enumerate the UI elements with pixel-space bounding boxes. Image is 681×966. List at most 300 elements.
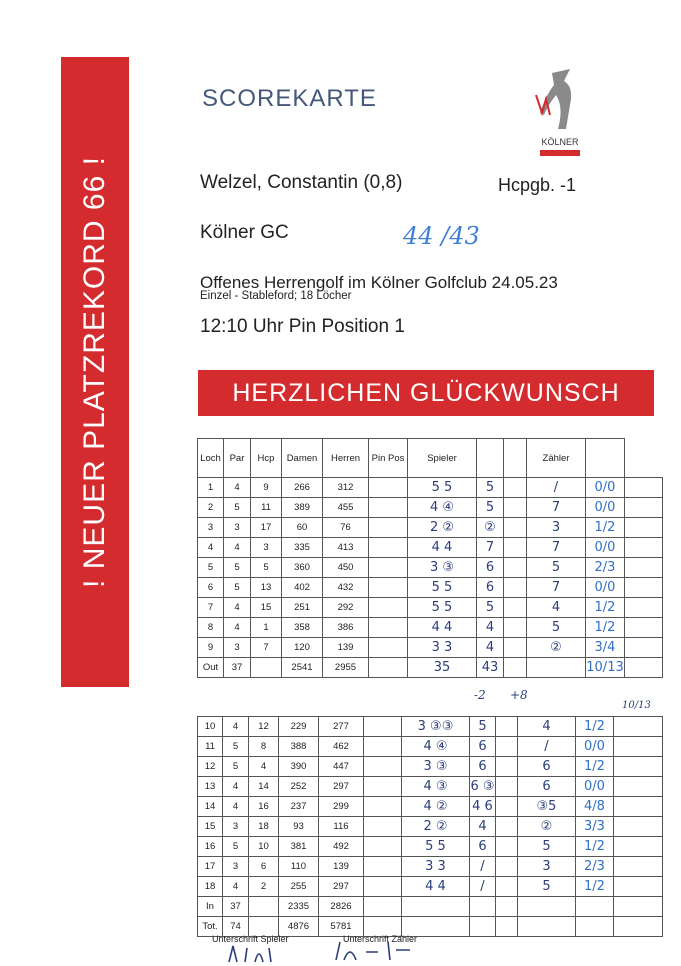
table-cell: 386 [323,618,369,638]
table-cell: 360 [282,558,323,578]
table-cell: 266 [282,478,323,498]
table-cell: 297 [319,877,364,897]
signature-player-label: Unterschrift Spieler [212,934,289,944]
table-row [198,857,663,877]
table-cell [504,558,527,578]
col-herren: Herren [323,439,369,478]
table-cell: 2 [198,498,224,518]
table-cell: 37 [223,897,249,917]
table-cell [576,917,614,937]
table-row [198,538,663,558]
col-hcp: Hcp [251,439,282,478]
table-cell: 4 6 [470,797,496,817]
table-cell: 17 [251,518,282,538]
signature-counter-label: Unterschrift Zähler [343,934,418,944]
table-cell [364,717,402,737]
table-cell: 335 [282,538,323,558]
table-cell: 139 [323,638,369,658]
table-cell-extra [614,777,663,797]
table-cell: 4 ④ [408,498,477,518]
table-cell: 18 [198,877,223,897]
table-cell: 4 [527,598,586,618]
table-row [198,877,663,897]
table-cell: 9 [198,638,224,658]
table-cell: 299 [319,797,364,817]
table-cell: 3 [527,518,586,538]
front-nine-table [197,438,663,678]
tee-time: 12:10 Uhr Pin Position 1 [200,316,405,337]
table-row [198,817,663,837]
table-cell [369,558,408,578]
table-cell: 4/8 [576,797,614,817]
table-cell: 4 [477,618,504,638]
table-cell [369,598,408,618]
table-cell: 5 [527,618,586,638]
table-cell [504,658,527,678]
table-cell: 2 [249,877,279,897]
back-nine-table [197,716,663,937]
table-cell [364,737,402,757]
table-cell: 5781 [319,917,364,937]
table-cell: 358 [282,618,323,638]
table-cell [504,518,527,538]
table-cell: 2 ② [402,817,470,837]
table-cell: 6 [477,558,504,578]
table-cell: 312 [323,478,369,498]
table-cell [364,897,402,917]
table-cell-extra [625,578,663,598]
table-cell: 3 [223,857,249,877]
table-cell [518,897,576,917]
table-cell [496,717,518,737]
table-row [198,638,663,658]
table-cell [369,498,408,518]
table-row [198,578,663,598]
table-cell: 7 [527,578,586,598]
table-cell [496,777,518,797]
table-cell: 4 ② [402,797,470,817]
table-cell: 8 [198,618,224,638]
table-cell: 2335 [279,897,319,917]
table-cell-extra [614,737,663,757]
col-loch: Loch [198,439,224,478]
table-cell: 0/0 [576,777,614,797]
table-cell: 251 [282,598,323,618]
table-cell: 76 [323,518,369,538]
table-cell [504,498,527,518]
table-cell: 1 [251,618,282,638]
table-cell: ② [518,817,576,837]
table-cell: / [527,478,586,498]
table-cell: 4 [477,638,504,658]
table-cell: Out [198,658,224,678]
table-cell: 252 [279,777,319,797]
table-cell: 4 [224,538,251,558]
table-cell: 3 [224,638,251,658]
back-note-c: 10/13 [622,700,651,711]
table-cell: 15 [251,598,282,618]
table-cell: 6 [249,857,279,877]
record-banner-text: ! NEUER PLATZREKORD 66 ! [78,156,111,588]
table-cell-extra [625,638,663,658]
table-cell: 18 [249,817,279,837]
table-cell-extra [625,518,663,538]
table-cell [496,857,518,877]
table-cell [496,917,518,937]
table-cell: 0/0 [576,737,614,757]
table-cell: 4 [249,757,279,777]
table-cell-extra [625,658,663,678]
club-name: Kölner GC [200,222,289,243]
table-cell: 17 [198,857,223,877]
table-cell: 0/0 [586,498,625,518]
table-cell: 5 [518,877,576,897]
table-cell: 297 [319,777,364,797]
table-cell [369,638,408,658]
record-banner [61,57,129,687]
table-cell: 3 [251,538,282,558]
table-cell: 37 [224,658,251,678]
table-cell-extra [614,877,663,897]
table-cell [369,618,408,638]
table-cell: 255 [279,877,319,897]
table-cell: 16 [249,797,279,817]
table-cell-extra [625,558,663,578]
table-cell: 3 [224,518,251,538]
table-cell: 14 [198,797,223,817]
counter-signature [330,938,420,964]
table-cell: 4 [470,817,496,837]
table-cell [496,877,518,897]
table-cell: 10 [249,837,279,857]
table-cell: 2955 [323,658,369,678]
table-cell: 3 ③ [402,757,470,777]
table-cell: 1 [198,478,224,498]
back-note-b: +8 [510,688,528,702]
table-row [198,618,663,638]
table-cell: 390 [279,757,319,777]
table-cell [496,797,518,817]
table-cell-extra [614,717,663,737]
table-cell: 10 [198,717,223,737]
table-row [198,797,663,817]
table-row [198,717,663,737]
table-cell [496,817,518,837]
table-cell: 12 [198,757,223,777]
col-m [477,439,504,478]
table-cell: 120 [282,638,323,658]
table-cell: In [198,897,223,917]
table-row [198,558,663,578]
table-cell: 5 5 [408,478,477,498]
table-cell: 139 [319,857,364,877]
table-cell: / [470,857,496,877]
table-cell: 492 [319,837,364,857]
table-cell-extra [614,857,663,877]
table-cell: 11 [251,498,282,518]
page-title: SCOREKARTE [202,85,377,112]
club-logo [530,65,590,161]
table-cell [364,877,402,897]
table-cell: 1/2 [576,717,614,737]
table-cell: 4 [224,598,251,618]
table-cell [364,757,402,777]
table-cell: 93 [279,817,319,837]
table-cell-extra [614,897,663,917]
handwritten-score-note: 44 /43 [403,222,480,250]
table-cell [504,598,527,618]
back-note-a: -2 [474,688,486,702]
table-cell: 110 [279,857,319,877]
table-cell [496,737,518,757]
table-cell: 6 [477,578,504,598]
table-cell [364,797,402,817]
table-cell: 5 [224,578,251,598]
table-cell: 389 [282,498,323,518]
table-cell: 1/2 [576,837,614,857]
table-cell: 4 [224,478,251,498]
table-cell: 2826 [319,897,364,917]
event-format: Einzel - Stableford; 18 Löcher [200,290,352,302]
table-cell: 5 5 [408,578,477,598]
table-cell: 455 [323,498,369,518]
table-cell: 13 [198,777,223,797]
table-cell [369,658,408,678]
table-cell: 3 3 [402,857,470,877]
table-cell: 3 3 [408,638,477,658]
table-row [198,478,663,498]
table-cell: 5 [198,558,224,578]
table-cell-extra [625,538,663,558]
table-row [198,777,663,797]
table-cell-extra [625,618,663,638]
col-zaehler: Zähler [527,439,586,478]
table-cell-extra [625,598,663,618]
table-cell: 4 [198,538,224,558]
table-cell: 4 [223,877,249,897]
table-cell: 1/2 [586,598,625,618]
table-cell: 13 [251,578,282,598]
svg-text:KÖLNER: KÖLNER [541,137,579,147]
table-cell [504,538,527,558]
table-cell [369,518,408,538]
table-cell [364,857,402,877]
table-cell: 432 [323,578,369,598]
table-cell: 8 [249,737,279,757]
table-cell: 5 [470,717,496,737]
table-cell: 35 [408,658,477,678]
table-cell [496,757,518,777]
table-cell: 5 [223,737,249,757]
table-cell: 7 [198,598,224,618]
table-cell: 0/0 [586,578,625,598]
col-spieler: Spieler [408,439,477,478]
table-cell-extra [614,797,663,817]
table-row [198,518,663,538]
table-cell: 1/2 [586,518,625,538]
table-cell: 5 5 [402,837,470,857]
table-cell: 5 [224,558,251,578]
table-cell: 450 [323,558,369,578]
table-cell [364,777,402,797]
congrats-banner: HERZLICHEN GLÜCKWUNSCH [198,370,654,416]
table-cell: ③5 [518,797,576,817]
table-cell [504,618,527,638]
table-cell: 3 [198,518,224,538]
table-cell [369,538,408,558]
table-cell: Tot. [198,917,223,937]
table-cell: 0/0 [586,478,625,498]
table-cell-extra [625,478,663,498]
table-cell: 413 [323,538,369,558]
table-cell: 5 [223,757,249,777]
table-cell: 11 [198,737,223,757]
table-cell [402,897,470,917]
table-cell: 4 ③ [402,777,470,797]
table-cell: 237 [279,797,319,817]
table-cell: 5 [223,837,249,857]
table-cell: / [518,737,576,757]
table-cell [496,837,518,857]
table-cell: 5 [251,558,282,578]
table-cell: 462 [319,737,364,757]
table-cell: 402 [282,578,323,598]
table-cell: 3 [223,817,249,837]
table-cell: 388 [279,737,319,757]
table-cell [496,897,518,917]
handicap: Hcpgb. -1 [498,175,577,195]
table-cell: 2/3 [576,857,614,877]
table-cell: 4 [223,797,249,817]
table-cell: 292 [323,598,369,618]
table-cell: 7 [477,538,504,558]
table-cell: 43 [477,658,504,678]
table-cell: 4 4 [408,618,477,638]
table-cell: 4 [223,777,249,797]
table-cell: 15 [198,817,223,837]
table-cell: 4 [518,717,576,737]
table-cell: 6 [198,578,224,598]
table-cell: 60 [282,518,323,538]
table-row [198,498,663,518]
table-cell: 3 ③ [408,558,477,578]
table-cell: 9 [251,478,282,498]
table-cell: 447 [319,757,364,777]
table-cell: 1/2 [576,757,614,777]
table-cell: 0/0 [586,538,625,558]
table-cell [576,897,614,917]
table-cell [504,638,527,658]
table-cell-extra [625,498,663,518]
table-cell: 229 [279,717,319,737]
table-cell: 16 [198,837,223,857]
table-cell [518,917,576,937]
table-cell-extra [614,917,663,937]
table-cell: 2541 [282,658,323,678]
table-cell: 4 4 [408,538,477,558]
table-cell: 5 [224,498,251,518]
table-cell: 7 [527,498,586,518]
table-cell: 7 [527,538,586,558]
table-cell: 2 ② [408,518,477,538]
table-cell: / [470,877,496,897]
table-cell: 6 [470,837,496,857]
table-cell: 3/3 [576,817,614,837]
table-row [198,598,663,618]
table-cell: 5 [477,498,504,518]
table-cell [527,658,586,678]
table-cell [504,578,527,598]
table-cell: 6 [518,757,576,777]
table-row [198,658,663,678]
table-cell: 277 [319,717,364,737]
table-cell: 74 [223,917,249,937]
table-cell: ② [477,518,504,538]
table-cell: 4 [223,717,249,737]
table-cell-extra [614,757,663,777]
table-cell [364,817,402,837]
table-cell-extra [614,817,663,837]
table-cell: 6 ③ [470,777,496,797]
table-cell: 4 4 [402,877,470,897]
table-cell: 4 ④ [402,737,470,757]
table-cell: 5 [477,598,504,618]
player-name: Welzel, Constantin (0,8) [200,172,403,193]
table-cell: 3 [518,857,576,877]
col-damen: Damen [282,439,323,478]
player-signature [225,942,285,966]
table-cell: 116 [319,817,364,837]
col-pin-pos: Pin Pos [369,439,408,478]
table-cell: 14 [249,777,279,797]
table-cell: 4876 [279,917,319,937]
table-cell: 3 ③③ [402,717,470,737]
table-cell: 10/13 [586,658,625,678]
table-cell: ② [527,638,586,658]
table-cell: 6 [470,737,496,757]
table-cell: 5 5 [408,598,477,618]
table-cell: 5 [477,478,504,498]
event-title: Offenes Herrengolf im Kölner Golfclub 24.05.23 [200,273,558,292]
table-cell: 6 [470,757,496,777]
table-cell [249,897,279,917]
table-cell [470,917,496,937]
table-cell [364,837,402,857]
table-row [198,897,663,917]
table-cell [369,478,408,498]
table-header [198,439,663,478]
table-cell [504,478,527,498]
table-row [198,737,663,757]
table-cell: 4 [224,618,251,638]
table-cell: 12 [249,717,279,737]
table-cell [470,897,496,917]
table-cell: 5 [518,837,576,857]
table-cell: 7 [251,638,282,658]
table-cell: 3/4 [586,638,625,658]
col-blank [504,439,527,478]
table-cell [251,658,282,678]
table-cell: 2/3 [586,558,625,578]
table-row [198,757,663,777]
table-cell: 5 [527,558,586,578]
table-cell-extra [614,837,663,857]
table-cell: 6 [518,777,576,797]
table-cell: 1/2 [586,618,625,638]
col-points [586,439,625,478]
table-cell [369,578,408,598]
table-cell: 381 [279,837,319,857]
